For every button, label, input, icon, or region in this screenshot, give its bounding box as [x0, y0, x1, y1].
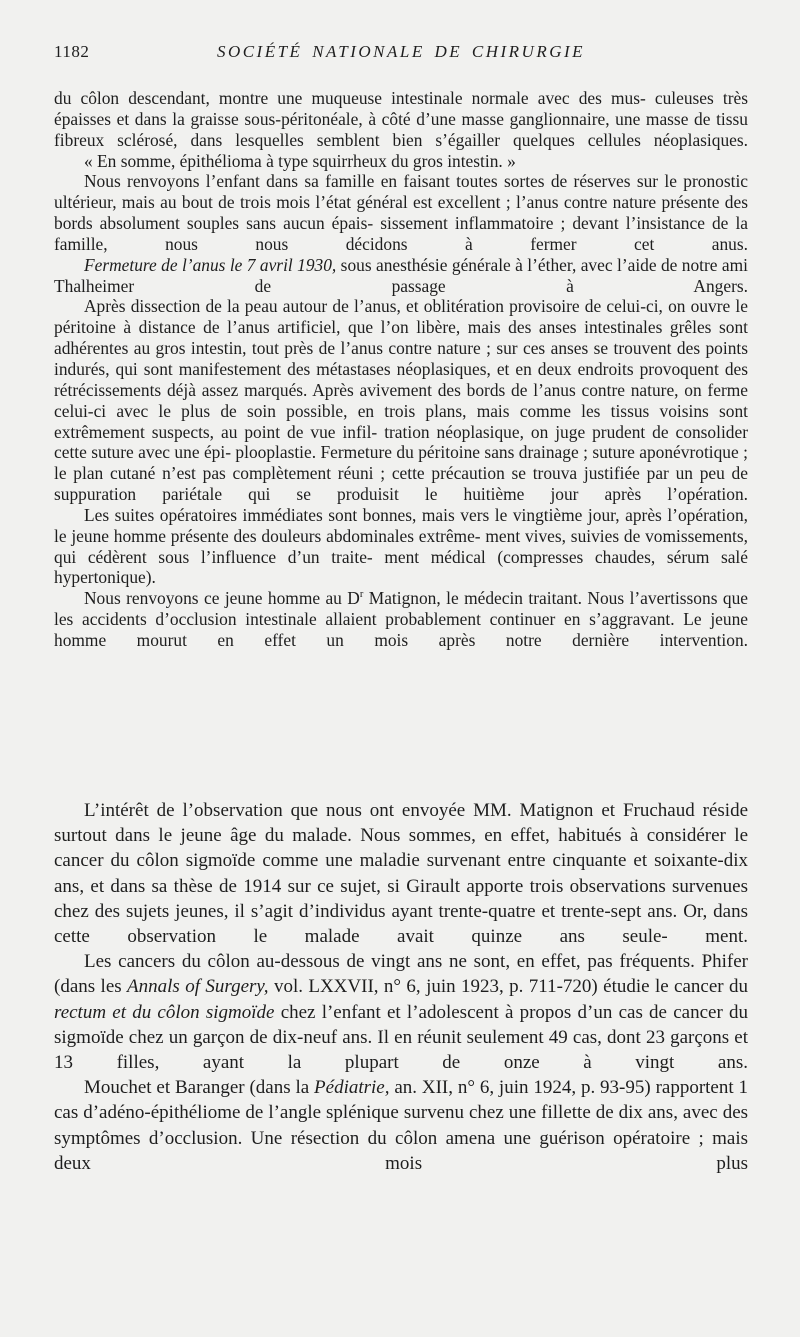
paragraph — [54, 255, 748, 297]
text-line: Fruchaud réside surtout dans le jeune âge du malade. Nous sommes, en — [54, 800, 748, 847]
text-line: sissement inflammatoire ; devant l’insistance de la famille, nous nous décidons — [54, 213, 748, 254]
text-line: continuer en s’aggravant. Le jeune homme mourut en effet un mois après notre — [54, 609, 748, 650]
text-line: ment médical (compresses chaudes, sérum salé hypertonique). — [54, 546, 748, 588]
italic-text: Pédiatrie, — [314, 1077, 390, 1099]
paragraph — [54, 1075, 748, 1176]
text-line: à fermer cet anus. — [465, 233, 748, 254]
text-line: l’aide de notre ami Thalheimer de passage à Angers. — [54, 254, 748, 296]
text-line: Matignon, le médecin traitant. Nous — [363, 588, 625, 609]
text-line: celui-ci, on ouvre le péritoine à distance de l’anus artificiel, que l’on libère, — [54, 296, 748, 338]
text-line: juin 1923, p. 711-720) étudie le cancer du — [426, 976, 748, 998]
paragraph — [54, 151, 748, 172]
text-line: par un peu de suppuration pariétale qui se produisit le huitième jour après — [54, 463, 748, 505]
text-line: un garçon de dix-neuf ans. Il en réunit seulement 49 cas, dont 23 garçons — [168, 1026, 730, 1048]
text-line: après l’opération, le jeune homme présente des douleurs abdominales extrême- — [54, 504, 748, 546]
text-line: sous anesthésie générale à l’éther, avec — [336, 254, 613, 275]
text-line: ment vives, suivies de vomissements, qui cédèrent sous l’influence d’un traite- — [54, 525, 748, 567]
italic-text: Fermeture de l’anus le 7 avril 1930, — [84, 254, 337, 275]
text-line: plan cutané n’est pas complètement réuni ; cette précaution se trouva justifiée — [73, 463, 640, 484]
text-line: tration néoplasique, on juge prudent de consolider cette suture avec une épi- — [54, 421, 748, 463]
text-line: l’avertissons que les accidents d’occlusion intestinale allaient probablement — [54, 588, 748, 630]
text-line: mais comme les tissus voisins sont extrêmement suspects, au point de vue infil- — [54, 400, 748, 442]
text-line: plooplastie. Fermeture du péritoine sans drainage ; suture aponévrotique ; le — [54, 442, 748, 484]
text-line: ment. — [705, 926, 749, 948]
text-line: sur le pronostic ultérieur, mais au bout de trois mois l’état général est excellent ; — [54, 171, 748, 213]
text-line: ganglionnaire, une masse de tissu fibreux sclérosé, dans lesquelles semblent — [54, 108, 748, 150]
paragraph — [54, 798, 748, 949]
text-line: fréquents. Phifer (dans les — [54, 951, 748, 998]
text-line: ans. Or, dans cette observation le malade avait quinze ans seule- — [54, 900, 748, 948]
text-line: l’anus contre nature présente des bords absolument souples sans aucun épais- — [54, 192, 748, 234]
text-line: p. 93-95) rapportent 1 cas d’adéno-épithéliome de l’angle splénique — [54, 1077, 749, 1124]
superscript: r — [359, 589, 364, 601]
paragraph — [54, 588, 748, 651]
observation-text — [54, 88, 748, 651]
text-line: contre nature, on ferme celui-ci avec le plus de soin possible, en trois plans, — [54, 379, 748, 421]
text-line: chez l’enfant et l’adolescent à propos d’un cas de cancer du sigmoïde chez — [54, 1001, 748, 1048]
paragraph — [54, 171, 748, 254]
text-line: vol. LXXVII, n° 6, — [268, 976, 421, 998]
text-line: « En somme, épithélioma à type squirrheux du gros intestin. » — [84, 150, 516, 171]
page-number: 1182 — [54, 42, 90, 61]
text-line: Nous renvoyons ce jeune homme au D — [84, 588, 360, 609]
text-line: et 13 filles, ayant la plupart de onze à vingt ans. — [54, 1026, 748, 1074]
text-line: mais des anses intestinales grêles sont adhérentes au gros intestin, tout près de — [54, 317, 748, 359]
italic-text: rectum et du côlon sigmoïde — [54, 1001, 275, 1023]
text-line: des rétrécissements déjà assez marqués. Après avivement des bords de l’anus — [54, 358, 748, 400]
text-line: l’opération. — [667, 484, 748, 505]
page-header — [54, 42, 748, 68]
text-line: dernière intervention. — [572, 629, 748, 650]
text-line: manifestement des métastases néoplasiques, et en deux endroits provoquent — [178, 358, 719, 379]
text-line: Les cancers du côlon au-dessous de vingt ans ne sont, en effet, pas — [84, 951, 613, 973]
text-line: maladie survenant entre cinquante et soixante-dix ans, et dans sa thèse — [54, 850, 749, 897]
running-title: SOCIÉTÉ NATIONALE DE CHIRURGIE — [216, 42, 586, 61]
text-line: L’intérêt de l’observation que nous ont envoyée MM. Matignon et — [84, 800, 616, 821]
paragraph — [54, 296, 748, 504]
text-line: an. XII, n° 6, juin 1924, — [389, 1077, 577, 1099]
discussion-text — [54, 798, 748, 1176]
text-line: résection du côlon amena une guérison opératoire ; mais deux mois plus — [54, 1127, 749, 1174]
text-line: Nous renvoyons l’enfant dans sa famille en faisant toutes sortes de réserves — [84, 171, 631, 192]
text-line: effet, habitués à considérer le cancer du côlon sigmoïde comme une — [54, 825, 748, 872]
text-line: bien s’égailler quelques cellules néoplasiques. — [392, 129, 748, 150]
text-line: culeuses très épaisses et dans la graisse sous-péritonéale, à côté d’une masse — [54, 88, 748, 129]
text-line: des sujets jeunes, il s’agit d’individus ayant trente-quatre et trente-sept — [94, 900, 642, 922]
text-line: Mouchet et Baranger (dans la — [84, 1077, 315, 1099]
text-line: Les suites opératoires immédiates sont bonnes, mais vers le vingtième jour, — [84, 504, 620, 525]
text-line: de 1914 sur ce sujet, si Girault apporte trois observations survenues chez — [54, 875, 749, 922]
italic-text: Annals of Surgery, — [127, 976, 269, 998]
text-line: du côlon descendant, montre une muqueuse intestinale normale avec des mus- — [54, 88, 646, 108]
paragraph — [54, 88, 748, 151]
text-line: l’anus contre nature ; sur ces anses se trouvent des points indurés, qui sont — [54, 338, 748, 379]
text-line: Après dissection de la peau autour de l’anus, et oblitération provisoire de — [84, 296, 602, 317]
paragraph — [54, 949, 748, 1075]
text-line: survenu chez une fillette de dix ans, avec des symptômes d’occlusion. Une — [54, 1102, 749, 1149]
paragraph — [54, 505, 748, 588]
